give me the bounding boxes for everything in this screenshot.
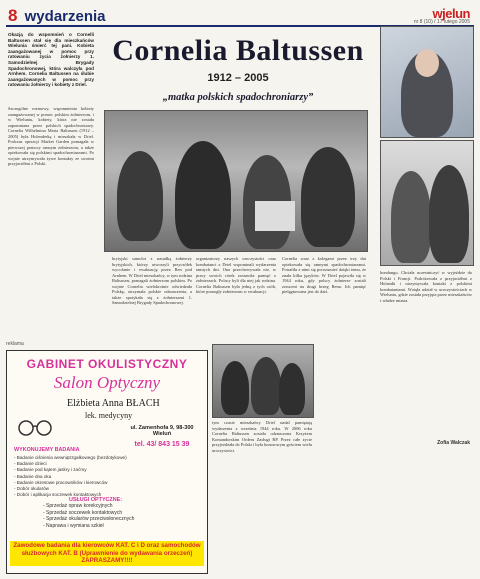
article-photo-portrait bbox=[380, 26, 474, 138]
article-column-2: brytyjski samolot z nasadką żołnierzy brytyjskich, którzy utworzyli przyczółek wycofanie i ewakuację przez Ren pod Arnhem. W Driel mieszkańcy, w tym rodzina Baltussen, pomagali żołnierzom polskim. Po wojnie Cornelia wielokrotnie odwiedzała Polskę, otrzymała polskie odznaczenia, a także spotykała się z żołnierzami 1. Samodzielnej Brygady Spadochronowej. bbox=[112, 256, 192, 305]
ad-promo-banner: Zawodowe badania dla kierowców KAT. C i D oraz samochodów służbowych KAT. B (Uprawnienie do wydawania orzeczeń) ZAPRASZAMY!!!! bbox=[10, 541, 204, 566]
article-column-4: Cornelia wraz z kolegami przez trzy dni opiekowała się rannymi spadochroniarzami. Potrafiła z nimi się porozumieć dzięki temu, że znała kilka języków. W Driel pojawiła się w 1944 roku, gdy polscy żołnierze zostali zrzuceni na drugi brzeg Renu. Ich pamięć pielęgnowana jest do dziś. bbox=[282, 256, 366, 294]
section-name: wydarzenia bbox=[24, 8, 106, 25]
ad-exam-item: - Dobór i aplikacja soczewek kontaktowych bbox=[14, 492, 102, 498]
ad-services-list bbox=[43, 503, 193, 529]
ad-doctor-name: Elżbieta Anna BŁACH bbox=[67, 398, 160, 409]
ad-services-title: USŁUGI OPTYCZNE: bbox=[69, 497, 123, 503]
article-byline: Zofia Walczak bbox=[437, 440, 470, 446]
ad-salon-name: Salon Optyczny bbox=[53, 373, 161, 392]
ad-exam-item: - Badanie dzieci bbox=[14, 461, 47, 467]
ad-exam-item: - Dobór okularów bbox=[14, 486, 49, 492]
ad-exam-item: - Badanie dna oka bbox=[14, 473, 52, 479]
article-photo-main bbox=[104, 110, 368, 252]
ad-service-item: - Naprawa i wymiana szkieł bbox=[43, 522, 104, 529]
article-column-1: Szczególne rozmowy, wspomnienia kobiety zaangażowanej w pomoc polskim żołnierzom, i w Wieluniu, kobiety, która nie została zapomniana przez polskich spadochroniarzy. Cornelia Wilhelmina Maria Baltussen (1912 – 2005) była Holenderką i mieszkała w Driel. Podczas operacji Market Garden pomagała w pierwszej pomocy rannym żołnierzom, a także opiekowała się polskimi spadochroniarzami. Po wojnie utrzymywała żywe kontakty ze swoimi przyjaciółmi z Polski. bbox=[8, 106, 94, 166]
ad-label: reklama bbox=[6, 341, 24, 347]
article-column-3: organizatorzy naszych uroczystości oraz kombatanci z Driel wspominali wydarzenia tamtych dni. Ona przechowywała nie, w pracy swoich córek zostawiła pamięć o żołnierzach. Polacy byli dla niej jak rodzina. Cornelia Baltussen była jedną z tych osób, które pomogły żołnierzom w ewakuacji. bbox=[196, 256, 276, 294]
article-lead: Okazją do wspomnień o Cornelli Baltussen stał się dla mieszkańców Wielunia śmierć tej pani. Kobieta zaangażowanej w pomoc przy ratowaniu życia żołnierzy 1. Samodzielnej Brygady Spadochronowej, która walczyła pod Arnhem. Cornelia Baltussen na ślubie zaangażowanych w pomoc przy ratowaniu żołnierzy i kobiety z Driel. bbox=[8, 32, 94, 88]
ad-service-item: - Sprzedaż okularów przeciwsłonecznych bbox=[43, 516, 135, 523]
glasses-icon bbox=[17, 417, 53, 439]
ad-exam-item: - Badanie pod kątem jaskry i zaćmy bbox=[14, 467, 87, 473]
ad-doctor-specialty: lek. medycyny bbox=[85, 411, 133, 420]
brand-logo: wjelun bbox=[432, 6, 470, 21]
ad-phone: tel. 43/ 843 15 39 bbox=[134, 441, 190, 448]
article-photo-side bbox=[380, 140, 474, 266]
ad-exams-list bbox=[14, 455, 127, 498]
ad-exam-item: - Badanie ciśnienia wewnątrzgałkowego (bezdotykowe) bbox=[14, 455, 127, 460]
ad-address: ul. Zamenhofa 9, 98-300 Wieluń bbox=[130, 425, 194, 437]
article-column-6: hondungu. Chciała uczestniczyć w wyjeździe do Polski i Francji. Podróżowała z przyjaciółmi z Holandii i utrzymywała kontakt z polskimi kombatantami. Wzięła udział w uroczystościach w Wieluniu, gdzie została przyjęta przez mieszkańców i władze miasta. bbox=[380, 270, 472, 303]
ad-service-item: - Sprzedaż opraw korekcyjnych bbox=[43, 503, 113, 509]
article-column-5: tym czasie mieszkańcy Driel nadal pamiętają wydarzenia z września 1944 roku. W 2006 roku Cornelia Baltussen została odznaczona Krzyżem Komandorskim Orderu Zasługi RP. Przez całe życie przyjeżdżała do Polski i była honorowym gościem wielu uroczystości. bbox=[212, 420, 312, 453]
page-number: 8 bbox=[8, 6, 18, 25]
article-years: 1912 – 2005 bbox=[207, 72, 269, 84]
ad-title: GABINET OKULISTYCZNY bbox=[26, 357, 188, 371]
ad-exam-item: - Badanie okresowe pracowników i kierowców bbox=[14, 479, 108, 485]
page-header bbox=[8, 6, 106, 26]
ad-exams-title: WYKONUJEMY BADANIA bbox=[14, 447, 80, 453]
ad-service-item: - Sprzedaż soczewek kontaktowych bbox=[43, 509, 123, 516]
article-photo-bottom bbox=[212, 344, 314, 418]
dateline: nr 8 (10) / 17 lutego 2005 bbox=[413, 19, 470, 25]
advertisement bbox=[6, 350, 208, 574]
article-title: Cornelia Baltussen bbox=[112, 34, 364, 67]
article-subtitle: „matka polskich spadochroniarzy” bbox=[162, 92, 314, 103]
